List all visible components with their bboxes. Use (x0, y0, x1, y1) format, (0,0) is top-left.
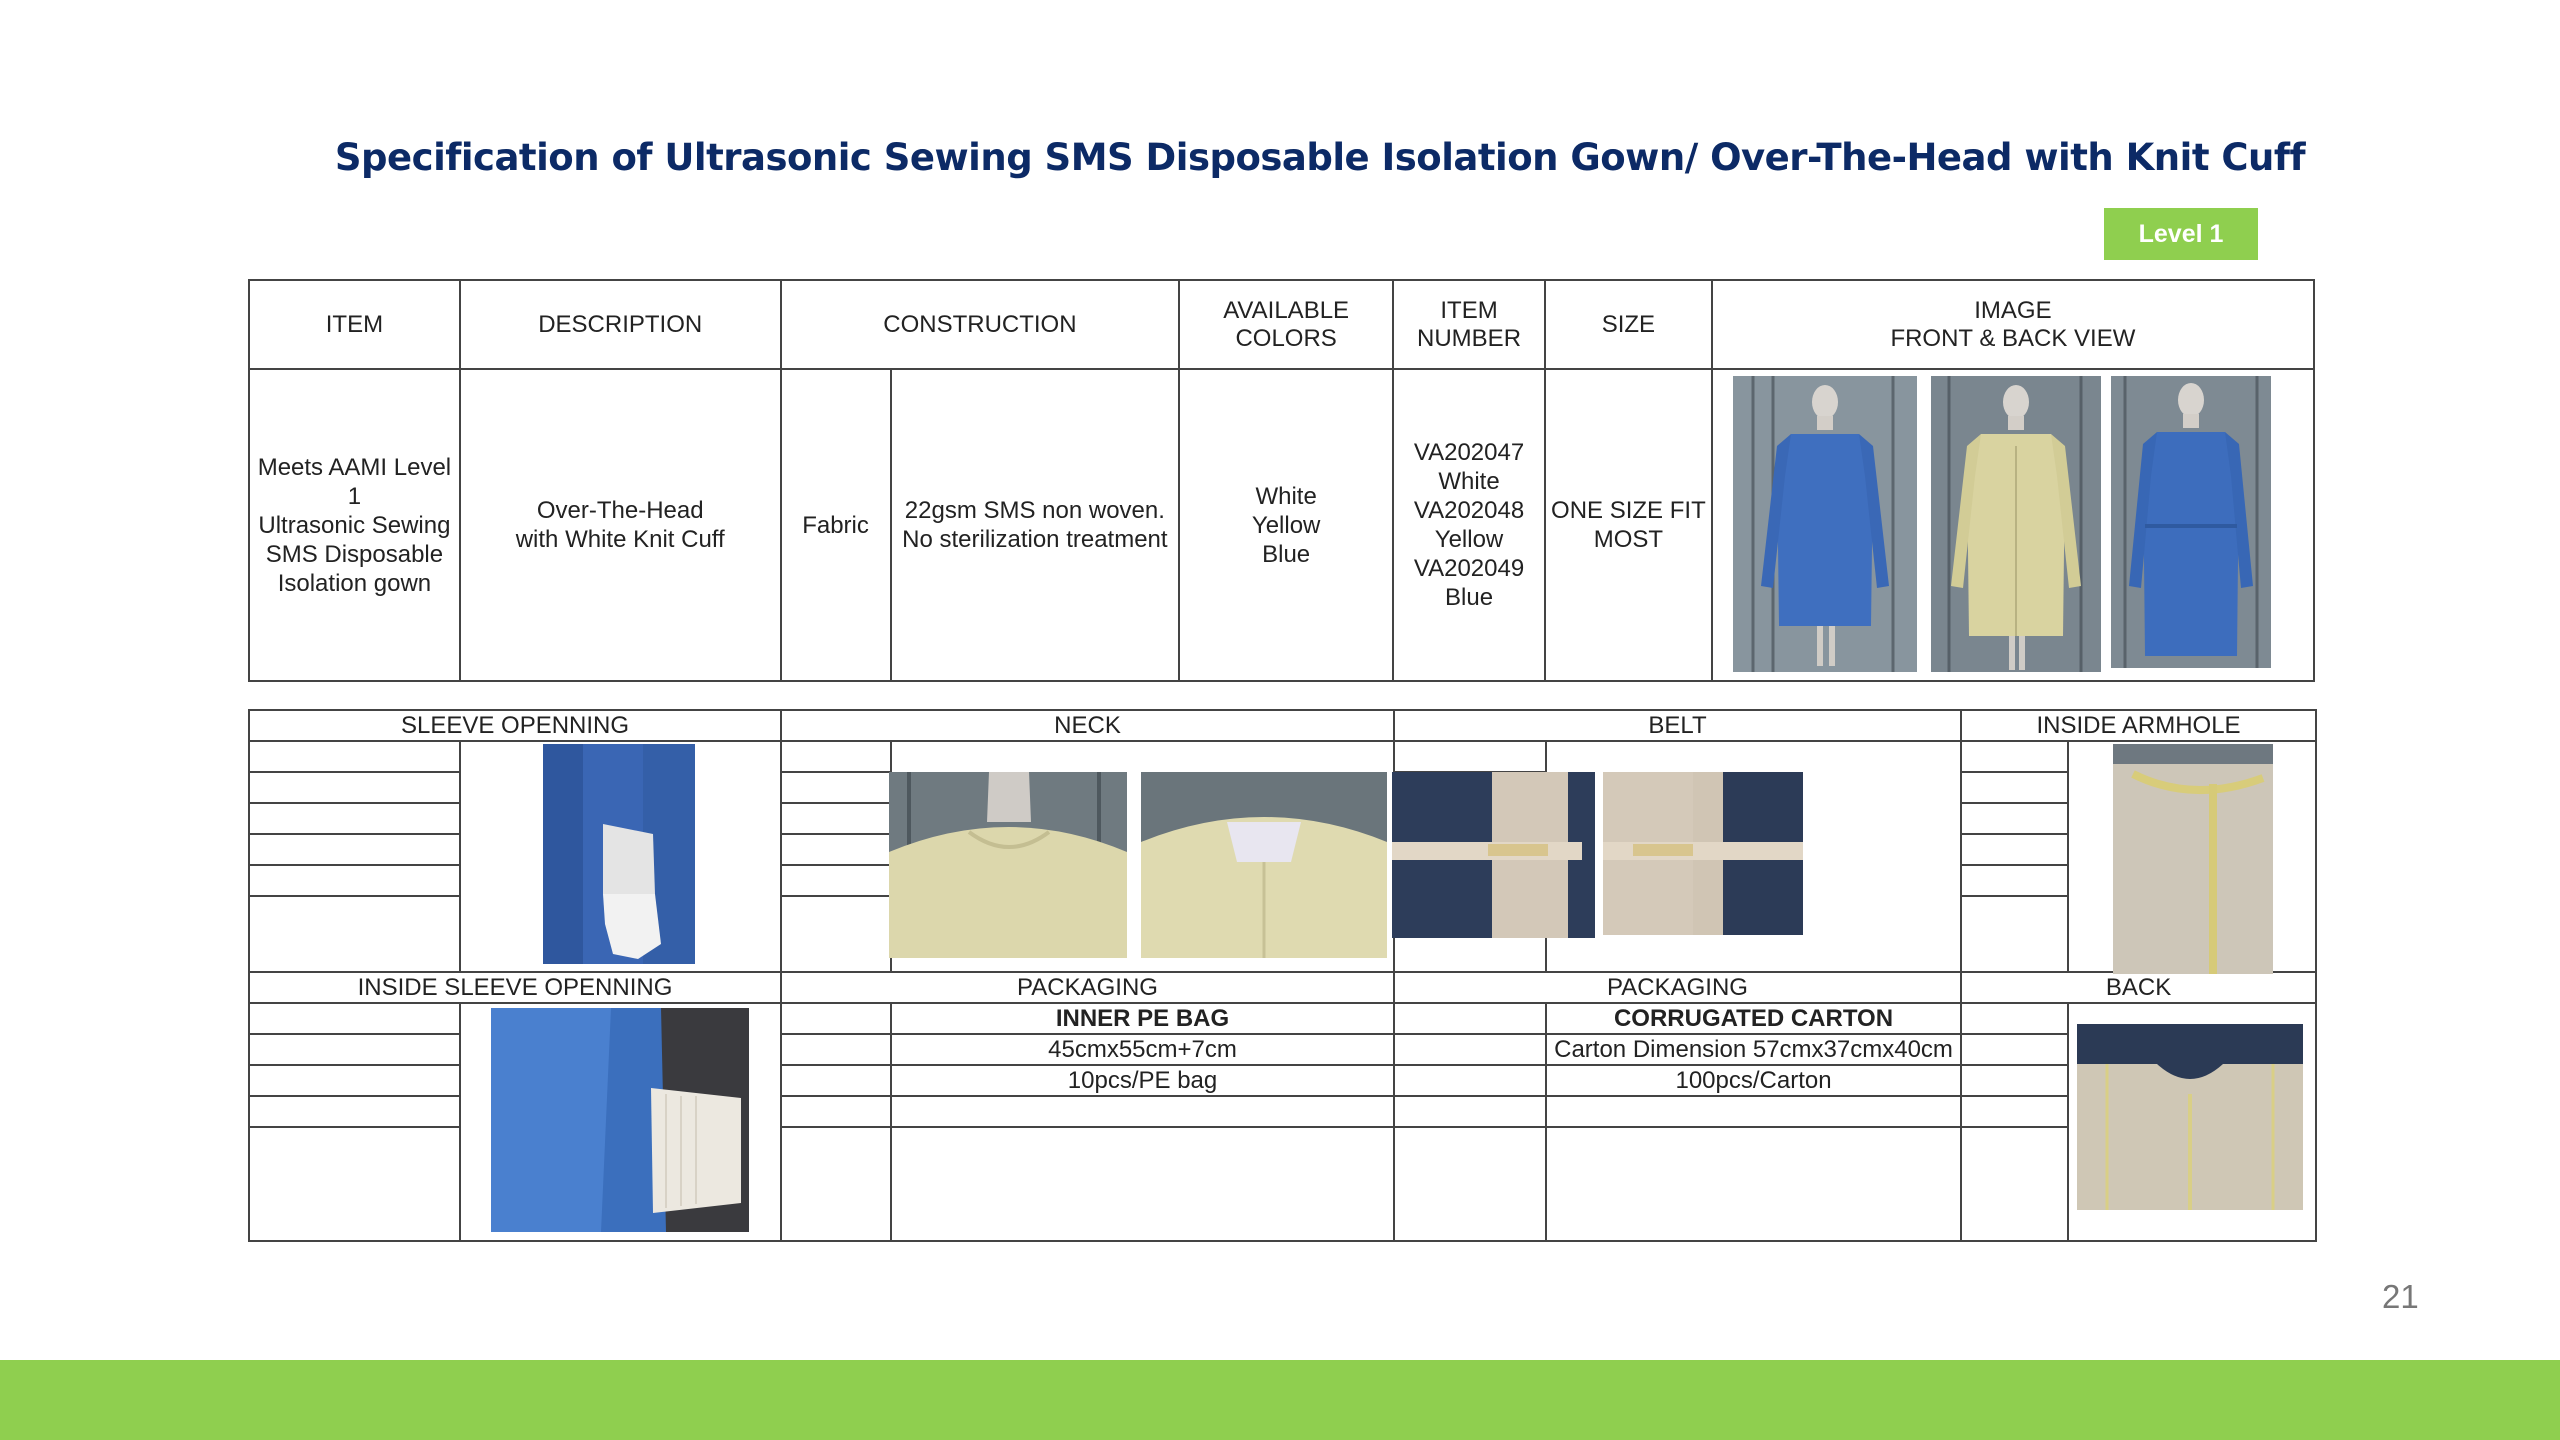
sleeve-opening-image (543, 744, 695, 964)
carton-title: CORRUGATED CARTON (1546, 1003, 1961, 1034)
sleeve-opening-image-cell (460, 741, 781, 972)
label-neck: NECK (781, 710, 1394, 741)
inner-bag-dimension: 45cmx55cm+7cm (891, 1034, 1394, 1065)
label-sleeve-opening: SLEEVE OPENNING (249, 710, 781, 741)
inner-bag-title: INNER PE BAG (891, 1003, 1394, 1034)
cell-description: Over-The-Head with White Knit Cuff (460, 369, 781, 681)
label-belt: BELT (1394, 710, 1961, 741)
carton-dimension: Carton Dimension 57cmx37cmx40cm (1546, 1034, 1961, 1065)
header-size: SIZE (1545, 280, 1712, 369)
page-title: Specification of Ultrasonic Sewing SMS Disposable Isolation Gown/ Over-The-Head with Knit Cuff (334, 136, 2306, 179)
cell-colors: White Yellow Blue (1179, 369, 1393, 681)
inside-sleeve-opening-image (491, 1008, 749, 1232)
header-item-number: ITEM NUMBER (1393, 280, 1545, 369)
gown-back-yellow-image (1931, 376, 2101, 672)
neck-front-image (889, 772, 1127, 958)
page-number: 21 (2382, 1278, 2419, 1315)
header-item: ITEM (249, 280, 460, 369)
gown-front-blue-image (1733, 376, 1917, 672)
carton-qty: 100pcs/Carton (1546, 1065, 1961, 1096)
belt-image-2 (1603, 772, 1803, 935)
neck-back-image (1141, 772, 1387, 958)
belt-image-cell (1546, 741, 1961, 972)
header-available-colors: AVAILABLE COLORS (1179, 280, 1393, 369)
cell-size: ONE SIZE FIT MOST (1545, 369, 1712, 681)
cell-construction-label: Fabric (781, 369, 891, 681)
inner-bag-qty: 10pcs/PE bag (891, 1065, 1394, 1096)
inside-armhole-image (2113, 744, 2273, 974)
cell-gown-images (1712, 369, 2314, 681)
label-inside-sleeve-opening: INSIDE SLEEVE OPENNING (249, 972, 781, 1003)
label-packaging-inner: PACKAGING (781, 972, 1394, 1003)
label-inside-armhole: INSIDE ARMHOLE (1961, 710, 2316, 741)
spec-table-header-row (249, 280, 2314, 369)
spec-table-row (249, 369, 2314, 681)
inside-armhole-image-cell (2068, 741, 2316, 972)
header-description: DESCRIPTION (460, 280, 781, 369)
detail-header-row-2 (249, 972, 2316, 1003)
label-packaging-carton: PACKAGING (1394, 972, 1961, 1003)
label-back: BACK (1961, 972, 2316, 1003)
cell-construction: 22gsm SMS non woven. No sterilization treatment (891, 369, 1180, 681)
inside-sleeve-image-cell (460, 1003, 781, 1241)
detail-table (248, 709, 2317, 1242)
spec-table (248, 279, 2315, 682)
back-image-cell (2068, 1003, 2316, 1241)
gown-back-blue-image (2111, 376, 2271, 668)
header-image: IMAGE FRONT & BACK VIEW (1712, 280, 2314, 369)
neck-image-cell (891, 741, 1394, 972)
header-construction: CONSTRUCTION (781, 280, 1180, 369)
detail-header-row-1 (249, 710, 2316, 741)
cell-item: Meets AAMI Level 1 Ultrasonic Sewing SMS Disposable Isolation gown (249, 369, 460, 681)
footer-bar (0, 1360, 2560, 1440)
belt-image-1 (1392, 772, 1595, 938)
cell-item-number: VA202047 White VA202048 Yellow VA202049 Blue (1393, 369, 1545, 681)
back-image (2077, 1024, 2303, 1210)
level-badge: Level 1 (2104, 208, 2258, 260)
